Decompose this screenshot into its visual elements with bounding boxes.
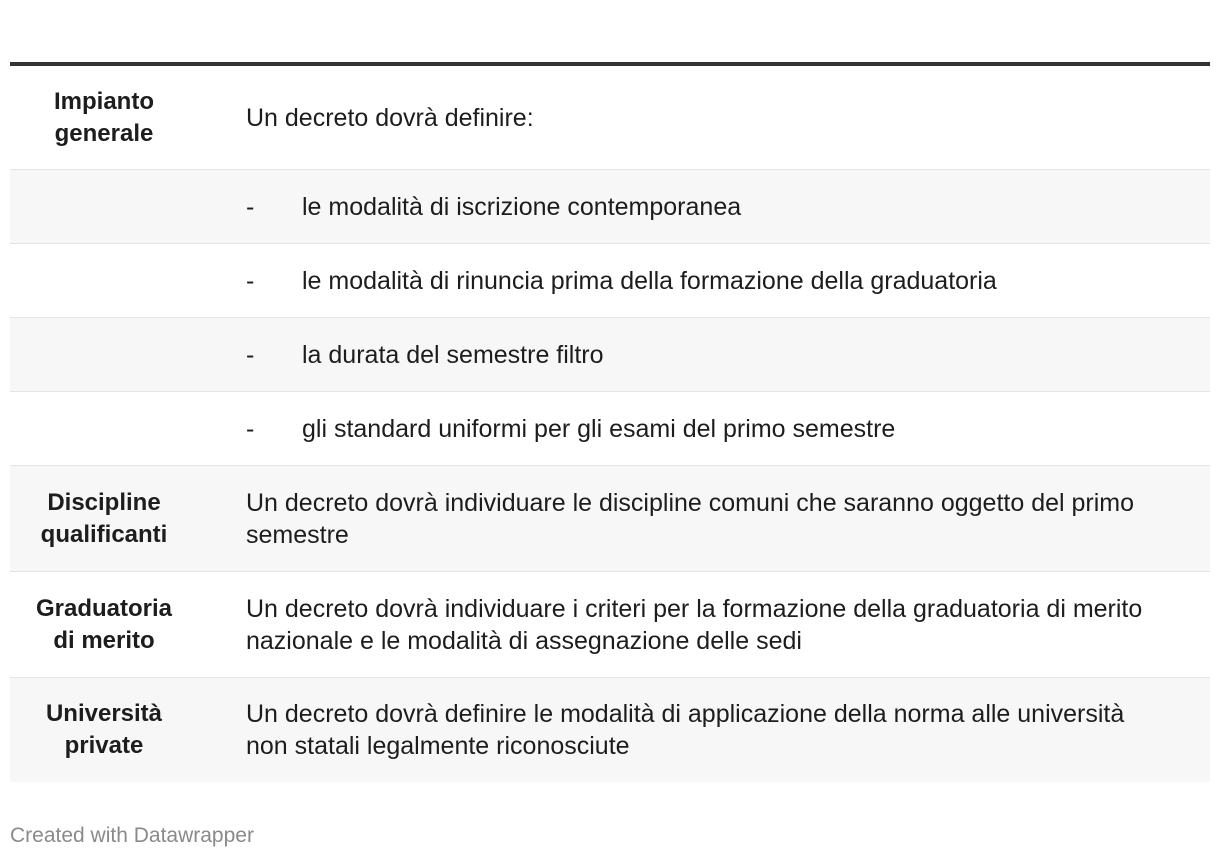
bullet-text: le modalità di rinuncia prima della formazione della graduatoria	[302, 266, 997, 295]
row-text	[198, 339, 1210, 371]
table-row	[10, 678, 1210, 782]
table-row	[10, 66, 1210, 170]
credit-footer: Created with Datawrapper	[10, 824, 254, 847]
row-text: Un decreto dovrà individuare le discipline comuni che saranno oggetto del primo semestre	[246, 488, 1135, 549]
row-text: Un decreto dovrà definire le modalità di applicazione della norma alle università non statali legalmente riconosciute	[246, 700, 1125, 760]
row-text	[198, 265, 1210, 297]
bullet-dash: -	[246, 340, 255, 369]
row-text: Un decreto dovrà individuare i criteri per la formazione della graduatoria di merito nazionale e le modalità di assegnazione delle sedi	[246, 594, 1143, 655]
table-row	[10, 170, 1210, 244]
row-text	[198, 413, 1210, 445]
bullet-text: gli standard uniformi per gli esami del primo semestre	[302, 414, 896, 443]
table-row	[10, 244, 1210, 318]
bullet-dash: -	[246, 266, 255, 295]
bullet-dash: -	[246, 192, 255, 221]
table-row	[10, 572, 1210, 678]
row-label: Impianto generale	[54, 87, 154, 147]
row-text	[198, 191, 1210, 223]
row-label: Graduatoria di merito	[35, 594, 173, 654]
bullet-text: la durata del semestre filtro	[302, 340, 604, 369]
bullet-text: le modalità di iscrizione contemporanea	[302, 192, 742, 221]
row-label: Discipline qualificanti	[40, 488, 168, 548]
table-row	[10, 392, 1210, 466]
data-table	[10, 62, 1210, 782]
table-row	[10, 466, 1210, 572]
row-text: Un decreto dovrà definire:	[246, 103, 534, 132]
bullet-dash: -	[246, 414, 255, 443]
row-label: Università private	[45, 700, 163, 759]
table-row	[10, 318, 1210, 392]
